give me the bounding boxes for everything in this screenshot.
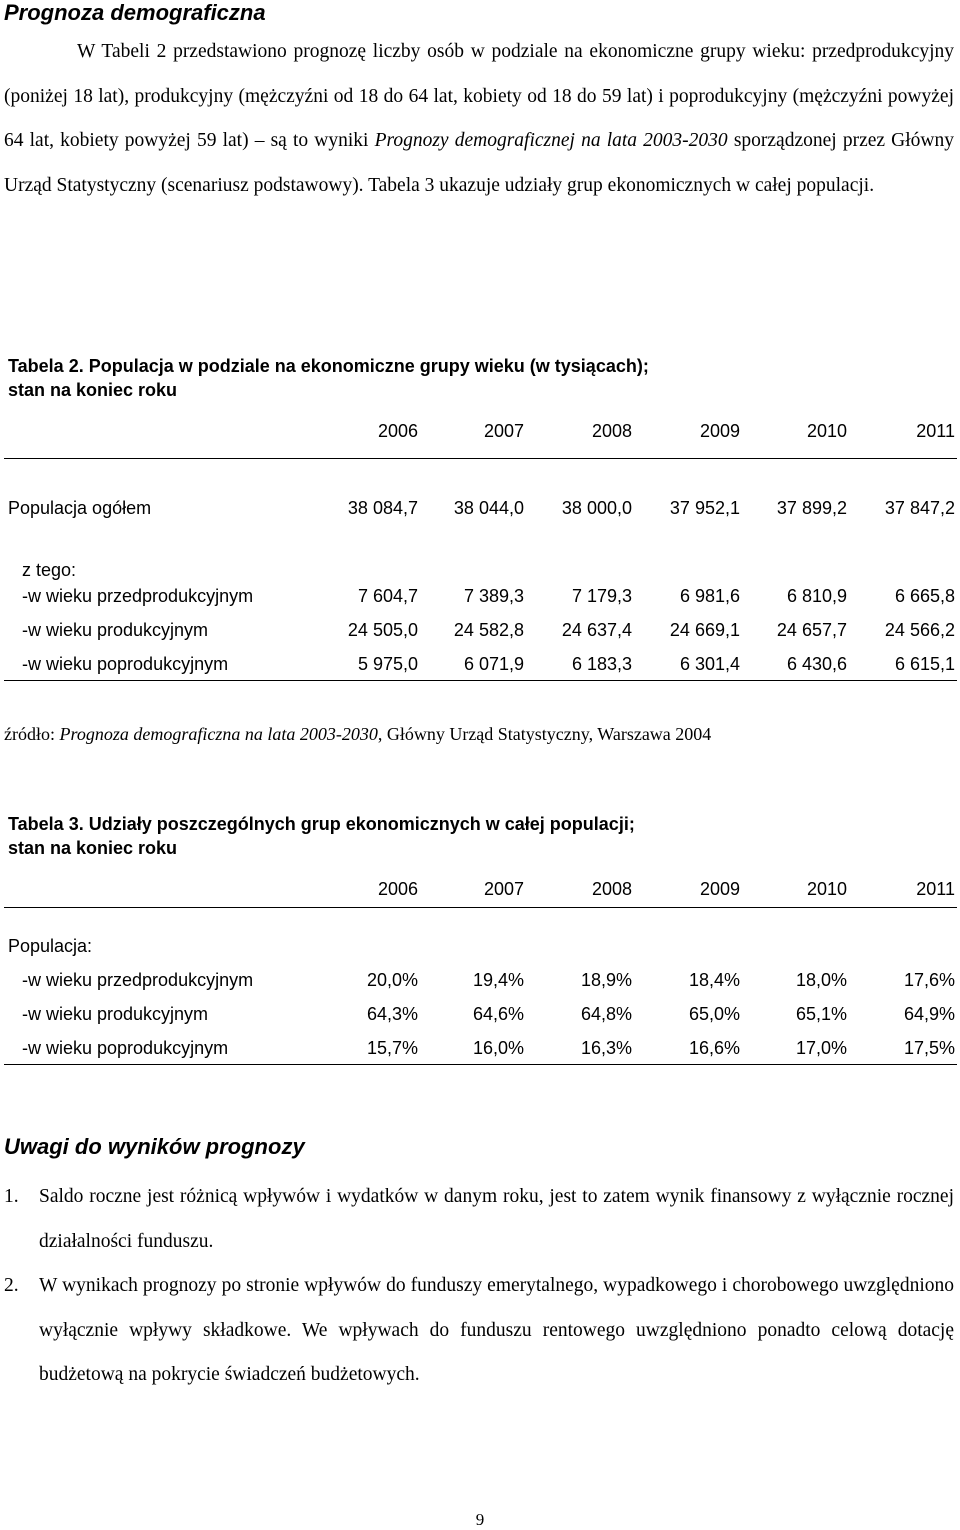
table2-header-rule [4, 458, 957, 459]
intro-paragraph [4, 30, 954, 208]
table3-caption-line1: Tabela 3. Udziały poszczególnych grup ekonomicznych w całej populacji; [8, 814, 635, 834]
year-cell: 2011 [916, 879, 955, 899]
table2-year-header [0, 421, 957, 445]
table-cell: 15,7% [366, 1038, 418, 1058]
table-cell: 17,0% [795, 1038, 847, 1058]
table3-caption-line2: stan na koniec roku [8, 838, 178, 858]
table3-bottom-rule [4, 1064, 957, 1065]
table-cell: 6 810,9 [786, 586, 847, 606]
table-cell: 24 669,1 [669, 620, 740, 640]
subheader-label: Populacja: [8, 936, 93, 956]
table-row [0, 654, 957, 678]
table-cell: 6 183,3 [571, 654, 632, 674]
table2-bottom-rule [4, 680, 957, 681]
row-label: -w wieku poprodukcyjnym [22, 654, 229, 674]
table2-caption [8, 354, 649, 402]
year-cell: 2008 [591, 421, 632, 441]
table2-caption-line2: stan na koniec roku [8, 380, 178, 400]
note-text: Saldo roczne jest różnicą wpływów i wydatków w danym roku, jest to zatem wynik finansowy z wyłącznie rocznej działalności funduszu. [39, 1186, 954, 1252]
year-cell: 2009 [699, 421, 740, 441]
section-heading: Prognoza demograficzna [4, 0, 266, 25]
table-row [0, 970, 957, 994]
table-cell: 38 084,7 [347, 498, 418, 518]
row-label: -w wieku poprodukcyjnym [22, 1038, 229, 1058]
table-cell: 6 430,6 [786, 654, 847, 674]
table-cell: 7 179,3 [571, 586, 632, 606]
table-cell: 16,6% [688, 1038, 740, 1058]
source-italic-title: Prognoza demograficzna na lata 2003-2030 [59, 724, 378, 744]
table-cell: 24 582,8 [453, 620, 524, 640]
note-item [4, 1264, 954, 1398]
table-cell: 37 899,2 [776, 498, 847, 518]
table-cell: 18,9% [580, 970, 632, 990]
table-cell: 16,3% [580, 1038, 632, 1058]
table-cell: 38 044,0 [453, 498, 524, 518]
table-cell: 6 615,1 [894, 654, 955, 674]
table-row [0, 498, 957, 522]
table-cell: 64,8% [580, 1004, 632, 1024]
year-cell: 2006 [377, 879, 418, 899]
table-row [0, 586, 957, 610]
row-label: -w wieku produkcyjnym [22, 1004, 209, 1024]
table-cell: 65,1% [795, 1004, 847, 1024]
table-cell: 24 657,7 [776, 620, 847, 640]
notes-heading: Uwagi do wyników prognozy [4, 1134, 305, 1159]
subheader-label: z tego: [22, 560, 77, 580]
table-cell: 5 975,0 [357, 654, 418, 674]
table-cell: 65,0% [688, 1004, 740, 1024]
table3-year-header [0, 879, 957, 903]
source-prefix: źródło: [4, 724, 60, 744]
table2-subheader [0, 560, 957, 584]
note-item [4, 1175, 954, 1264]
note-text: W wynikach prognozy po stronie wpływów do funduszy emerytalnego, wypadkowego i chorobowego uwzględniono wyłącznie wpływy składkowe. We wpływach do funduszu rentowego uwzględniono ponadto celową dotację budżetową na pokrycie świadczeń budżetowych. [39, 1275, 954, 1385]
table-row [0, 620, 957, 644]
table-row [0, 1038, 957, 1062]
year-cell: 2007 [483, 421, 524, 441]
table-cell: 6 301,4 [679, 654, 740, 674]
year-cell: 2010 [806, 421, 847, 441]
table-cell: 38 000,0 [561, 498, 632, 518]
table-cell: 20,0% [366, 970, 418, 990]
table3-caption [8, 812, 635, 860]
source-note [4, 724, 711, 745]
year-cell: 2008 [591, 879, 632, 899]
table-cell: 7 389,3 [463, 586, 524, 606]
row-label: -w wieku przedprodukcyjnym [22, 586, 254, 606]
table-row [0, 1004, 957, 1028]
year-cell: 2011 [916, 421, 955, 441]
table-cell: 19,4% [472, 970, 524, 990]
table-cell: 17,6% [903, 970, 955, 990]
row-label: Populacja ogółem [8, 498, 152, 518]
table-cell: 24 505,0 [347, 620, 418, 640]
table-cell: 6 981,6 [679, 586, 740, 606]
year-cell: 2010 [806, 879, 847, 899]
table3-subheader [0, 936, 957, 960]
table-cell: 17,5% [903, 1038, 955, 1058]
table-cell: 7 604,7 [357, 586, 418, 606]
note-number: 2. [4, 1275, 19, 1296]
table-cell: 37 847,2 [884, 498, 955, 518]
intro-text-part2: sporządzonej przez Główny Urząd Statystyczny (scenariusz podstawowy). Tabela 3 ukazuje udziały grup ekonomicznych w całej populacji. [4, 130, 954, 196]
table2-caption-line1: Tabela 2. Populacja w podziale na ekonomiczne grupy wieku (w tysiącach); [8, 356, 649, 376]
year-cell: 2007 [483, 879, 524, 899]
table-cell: 6 665,8 [894, 586, 955, 606]
table-cell: 24 637,4 [561, 620, 632, 640]
intro-italic-title: Prognozy demograficznej na lata 2003-2030 [374, 130, 728, 151]
row-label: -w wieku przedprodukcyjnym [22, 970, 254, 990]
source-suffix: , Główny Urząd Statystyczny, Warszawa 2004 [377, 724, 712, 744]
table-cell: 37 952,1 [669, 498, 740, 518]
table3-header-rule [4, 907, 957, 908]
note-number: 1. [4, 1186, 19, 1207]
table-cell: 64,6% [472, 1004, 524, 1024]
intro-text-part1: W Tabeli 2 przedstawiono prognozę liczby osób w podziale na ekonomiczne grupy wieku: przedprodukcyjny (poniżej 18 lat), produkcyjny (mężczyźni od 18 do 64 lat, kobiety od 18 do 59 lat) i poprodukcyjny (mężczyźni powyżej 64 lat, kobiety powyżej 59 lat) – są to wyniki [4, 41, 954, 151]
table-cell: 64,3% [366, 1004, 418, 1024]
table-cell: 24 566,2 [884, 620, 955, 640]
notes-list [4, 1175, 954, 1398]
page-number: 9 [475, 1510, 485, 1529]
table-cell: 18,0% [795, 970, 847, 990]
table-cell: 18,4% [688, 970, 740, 990]
row-label: -w wieku produkcyjnym [22, 620, 209, 640]
table-cell: 6 071,9 [463, 654, 524, 674]
year-cell: 2009 [699, 879, 740, 899]
year-cell: 2006 [377, 421, 418, 441]
table-cell: 16,0% [472, 1038, 524, 1058]
table-cell: 64,9% [903, 1004, 955, 1024]
